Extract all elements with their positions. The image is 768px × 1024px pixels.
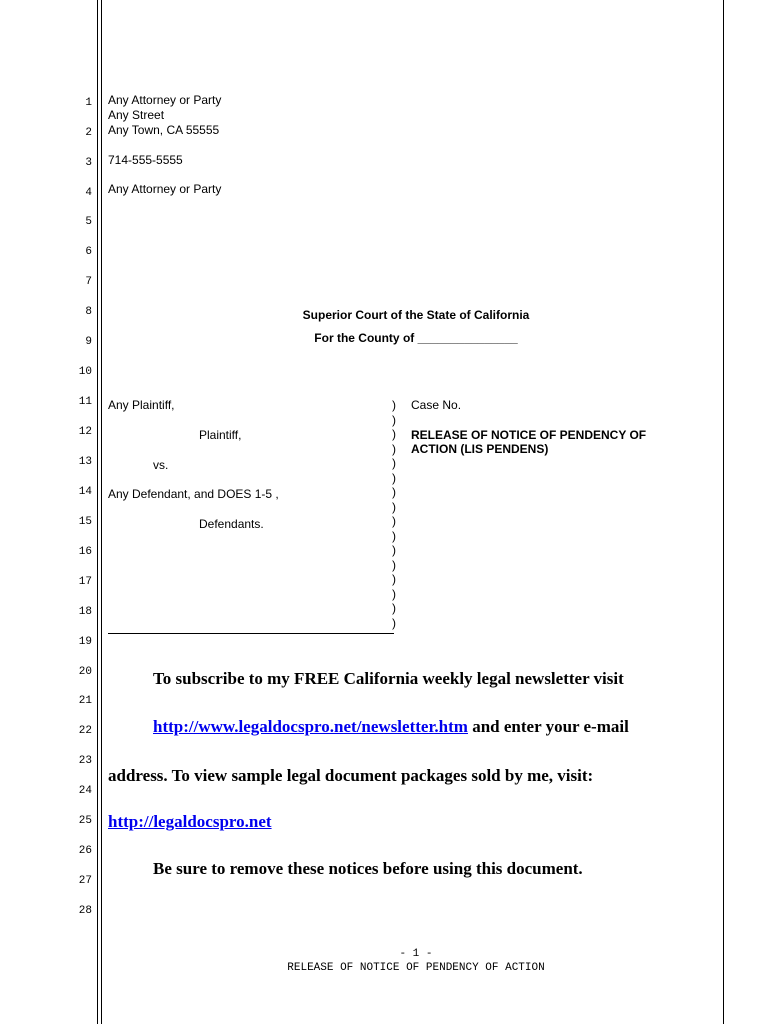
- line-number: 28: [78, 905, 92, 917]
- notice-line-site: [108, 812, 272, 832]
- defendant-name: Any Defendant, and DOES 1-5 ,: [108, 487, 279, 501]
- caption-paren-column: ) ) ) ) ) ) ) ) ) ) ) ) ) ) ) ): [392, 398, 396, 630]
- line-number: 15: [78, 516, 92, 528]
- line-number: 2: [85, 127, 92, 139]
- caption-underline: [108, 633, 394, 634]
- notice-line-address: address. To view sample legal document packages sold by me, visit:: [108, 766, 594, 785]
- plaintiff-role: Plaintiff,: [199, 428, 242, 442]
- line-number: 19: [78, 636, 92, 648]
- line-number: 20: [78, 666, 92, 678]
- line-number: 7: [85, 276, 92, 288]
- court-name: Superior Court of the State of California: [302, 308, 530, 322]
- attorney-name: Any Attorney or Party: [108, 93, 222, 107]
- footer-title: RELEASE OF NOTICE OF PENDENCY OF ACTION: [287, 962, 545, 974]
- line-number: 8: [85, 306, 92, 318]
- line-number: 13: [78, 456, 92, 468]
- line-number: 11: [78, 396, 92, 408]
- attorney-city: Any Town, CA 55555: [108, 123, 220, 137]
- notice-line-email-text: and enter your e-mail: [467, 717, 629, 736]
- defendant-role: Defendants.: [199, 517, 264, 531]
- line-number: 27: [78, 875, 92, 887]
- document-title-line1: RELEASE OF NOTICE OF PENDENCY OF: [411, 428, 647, 442]
- line-number: 12: [78, 426, 92, 438]
- line-number: 25: [78, 815, 92, 827]
- line-number: 6: [85, 246, 92, 258]
- notice-line-newsletter: [153, 717, 629, 737]
- line-number: 22: [78, 725, 92, 737]
- line-number: 21: [78, 695, 92, 707]
- page-number: - 1 -: [399, 948, 433, 960]
- attorney-for-party: Any Attorney or Party: [108, 182, 222, 196]
- site-link[interactable]: http://legaldocspro.net: [108, 812, 272, 831]
- line-number: 18: [78, 606, 92, 618]
- line-number: 16: [78, 546, 92, 558]
- document-title-line2: ACTION (LIS PENDENS): [411, 442, 549, 456]
- line-number: 24: [78, 785, 92, 797]
- line-number: 10: [78, 366, 92, 378]
- left-margin-rule-inner: [101, 0, 102, 1024]
- newsletter-link[interactable]: http://www.legaldocspro.net/newsletter.htm: [153, 717, 468, 736]
- line-number: 9: [85, 336, 92, 348]
- line-number: 1: [85, 97, 92, 109]
- line-number: 26: [78, 845, 92, 857]
- notice-line-subscribe: To subscribe to my FREE California weekly legal newsletter visit: [153, 669, 624, 688]
- line-number: 14: [78, 486, 92, 498]
- versus-label: vs.: [153, 458, 169, 472]
- plaintiff-name: Any Plaintiff,: [108, 398, 175, 412]
- line-number: 23: [78, 755, 92, 767]
- notice-line-remove: Be sure to remove these notices before using this document.: [153, 859, 583, 878]
- line-number: 17: [78, 576, 92, 588]
- line-number: 5: [85, 216, 92, 228]
- line-number: 3: [85, 157, 92, 169]
- attorney-street: Any Street: [108, 108, 165, 122]
- left-margin-rule-outer: [97, 0, 98, 1024]
- case-number-label: Case No.: [411, 398, 462, 412]
- right-margin-rule: [723, 0, 724, 1024]
- line-number: 4: [85, 187, 92, 199]
- court-county: For the County of _______________: [314, 331, 518, 345]
- attorney-phone: 714-555-5555: [108, 153, 183, 167]
